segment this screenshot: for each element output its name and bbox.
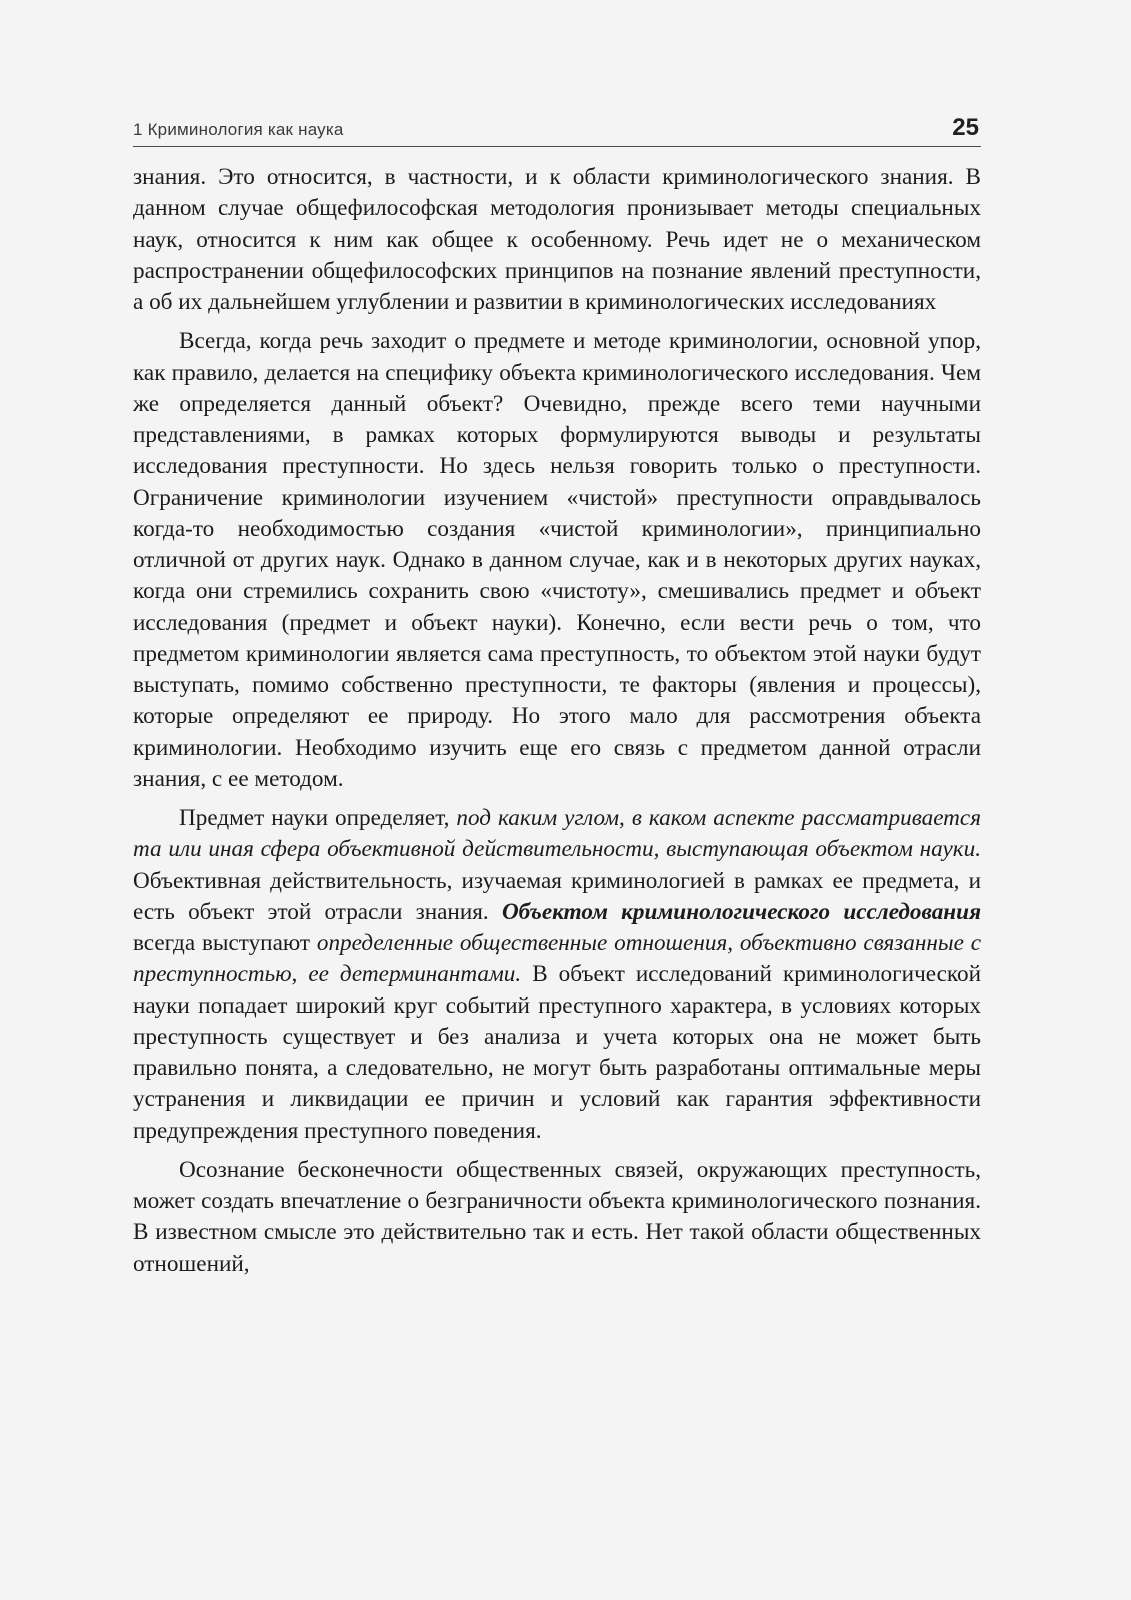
paragraph-3-italic-2: определенные общественные отношения, объективно связанные с преступностью, ее детерминантами. <box>133 930 981 988</box>
page-number: 25 <box>952 114 979 141</box>
paragraph-2: Всегда, когда речь заходит о предмете и методе криминологии, основной упор, как правило, делается на специфику объекта криминологического исследования. Чем же определяется данный объект? Очевидно, прежде всего теми научными представлениями, в рамках которых формулируются выводы и результаты исследования преступности. Но здесь нельзя говорить только о преступности. Ограничение криминологии изучением «чистой» преступности оправдывалось когда-то необходимостью создания «чистой криминологии», принципиально отличной от других наук. Однако в данном случае, как и в некоторых других науках, когда они стремились сохранить свою «чистоту», смешивались предмет и объект исследования (предмет и объект науки). Конечно, если вести речь о том, что предметом криминологии является сама преступность, то объектом этой науки будут выступать, помимо собственно преступности, те факторы (явления и процессы), которые определяют ее природу. Но этого мало для рассмотрения объекта криминологии. Необходимо изучить еще его связь с предметом данной отрасли знания, с ее методом. <box>133 328 981 792</box>
paragraph-3-italic-1: под каким углом, в каком аспекте рассматривается та или иная сфера объективной действительности, выступающая объектом науки. <box>133 805 981 863</box>
paragraph-3 <box>133 803 981 1147</box>
paragraph-3-part-1: Предмет науки определяет, <box>179 805 457 831</box>
paragraph-4: Осознание бесконечности общественных связей, окружающих преступность, может создать впечатление о безграничности объекта криминологического познания. В известном смысле это действительно так и есть. Нет такой области общественных отношений, <box>133 1156 981 1277</box>
running-header <box>133 112 981 147</box>
body-text <box>133 162 981 1280</box>
paragraph-3-part-5: всегда выступают <box>133 930 317 956</box>
paragraph-3-part-7: В объект исследований криминологической науки попадает широкий круг событий преступного характера, в условиях которых преступность существует и без анализа и учета которых она не может быть правильно понята, а следовательно, не могут быть разработаны оптимальные меры устранения и ликвидации ее причин и условий как гарантия эффективности предупреждения преступного поведения. <box>133 961 981 1144</box>
paragraph-3-part-3: Объективная действительность, изучаемая криминологией в рамках ее предмета, и есть объект этой отрасли знания. <box>133 867 981 925</box>
chapter-title: 1 Криминология как наука <box>133 120 344 139</box>
paragraph-3-bold-italic: Объектом криминологического исследования <box>501 898 982 925</box>
paragraph-1: знания. Это относится, в частности, и к области криминологического знания. В данном случае общефилософская методология пронизывает методы специальных наук, относится к ним как общее к особенному. Речь идет не о механическом распространении общефилософских принципов на познание явлений преступности, а об их дальнейшем углублении и развитии в криминологических исследованиях <box>133 164 981 315</box>
